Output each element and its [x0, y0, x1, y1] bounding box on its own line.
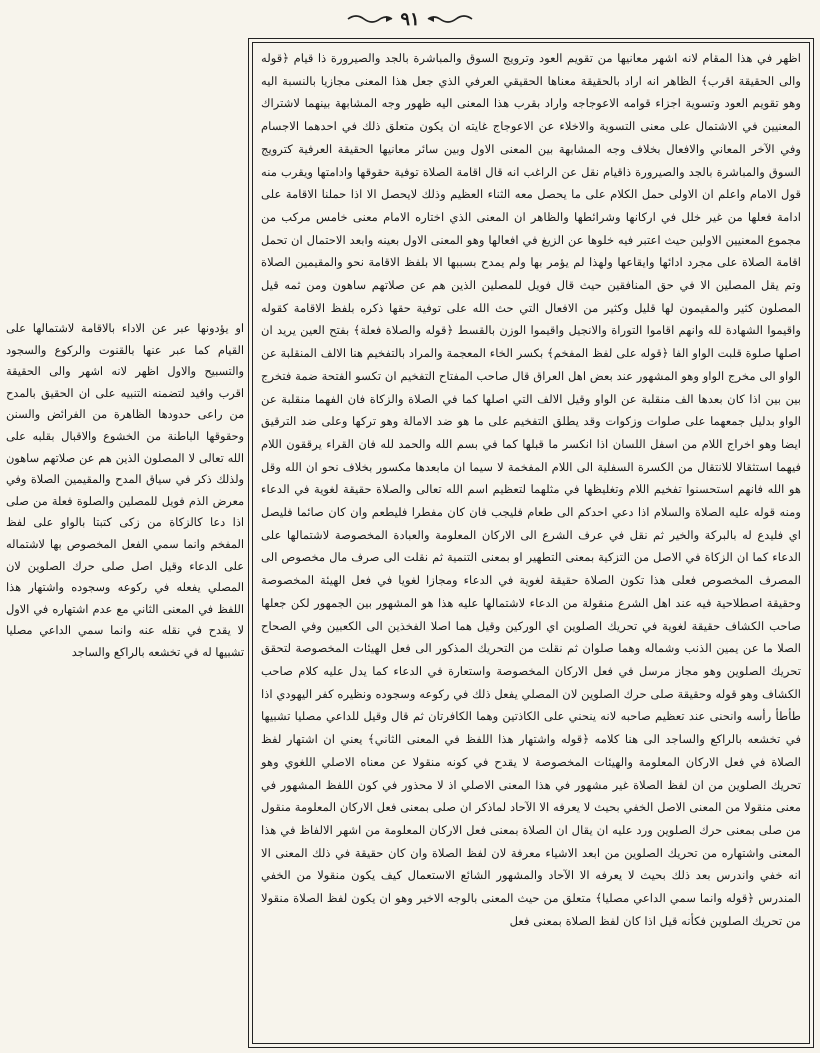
margin-commentary-text: او يؤدونها عبر عن الاداء بالاقامة لاشتمالها على القيام كما عبر عنها بالقنوت والركوع والسجود والتسبيح والاول اظهر لانه اشهر والى الحقيقة اقرب وافيد لتضمنه التنبيه على ان الحقيق بالمدح من راعى حدودها الظاهرة من الفرائض والسنن وحقوقها الباطنة من الخشوع والاقبال بقلبه على الله تعالى لا المصلون الذين هم عن صلاتهم ساهون ولذلك ذكر في سياق المدح والمقيمين الصلاة وفي معرض الذم فويل للمصلين والصلوة فعلة من صلى اذا دعا كالزكاة من زكى كتبتا بالواو على لفظ المفخم وانما سمي الفعل المخصوص بها لاشتماله على الدعاء وقيل اصل صلى حرك الصلوين لان المصلي يفعله في ركوعه وسجوده واشتهار هذا اللفظ في المعنى الثاني مع عدم اشتهاره في الاول لا يقدح في نقله عنه وانما سمي الداعي مصليا تشبيها له في تخشعه بالراكع والساجد: [6, 322, 244, 659]
page-number: ٩١: [400, 8, 420, 30]
right-ornament-icon: [426, 13, 474, 25]
margin-text-block: [6, 318, 244, 659]
page-header: [0, 6, 820, 32]
main-text-frame: [248, 38, 814, 1048]
left-ornament-icon: [346, 13, 394, 25]
main-text-inner-frame: [252, 42, 810, 1044]
main-commentary-text: اظهر في هذا المقام لانه اشهر معانيها من تقويم العود وترويج السوق والمباشرة بالجد والصيرورة ذا قيام ﴿قوله والى الحقيقة اقرب﴾ الظاهر انه اراد بالحقيقة معناها الحقيقي العرفي الذي جعل هذا المعنى مجازيا بالنسبة اليه وهو تقويم العود وتسوية اجزاء قوامه الاعوجاجه واراد بقرب هذا المعنى اليه ظهور وجه المشابهة بينهما لاشتراك المعنيين في الاشتمال على معنى التسوية والاخلاء عن الاعوجاج غايته ان يكون متعلق ذلك في احدهما الاجسام وفي الآخر المعاني والافعال بخلاف وجه المشابهة بين المعنى الاول وبين سائر معانيها الحقيقة العرفية كترويج السوق والمباشرة بالجد والصيرورة ذاقيام نقل عن الراغب انه قال اقامة الصلاة توفية حقوقها وادامتها ويقرب منه قول الامام واعلم ان الاولى حمل الكلام على ما يحصل معه الثناء العظيم وذلك لايحصل الا اذا حملنا الاقامة على ادامة فعلها من غير خلل في اركانها وشرائطها والظاهر ان المعنى الذي اختاره الامام معنى خامس مركب من مجموع المعنيين الاولين حيث اعتبر فيه خلوها عن الزيغ في افعالها وهو المعنى الاول بعينه وابعد الاحتمال ان تحمل اقامة الصلاة على مجرد ادائها وايقاعها ولهذا لم يؤمر بها ولم يمدح بسببها الا بلفظ الاقامة نحو والمقيمين الصلاة وتم يقل المصلين الا في حق المنافقين حيث قال فويل للمصلين الذين هم عن صلاتهم ساهون ومن ثمه قيل المصلون كثير والمقيمون لها قليل وكثير من الافعال التي حث الله على توفية حقها ذكره بلفظ الاقامة كقوله واقيموا الشهادة لله وانهم اقاموا التوراة والانجيل واقيموا الوزن بالقسط ﴿قوله والصلاة فعلة﴾ بفتح العين يريد ان اصلها صلوة قلبت الواو الفا ﴿قوله على لفظ المفخم﴾ بكسر الخاء المعجمة والمراد بالتفخيم هنا الالف المنقلبة عن الواو الى مخرج الواو وهو المشهور عند بعض اهل العراق قال صاحب المفتاح التفخيم ان تكسو الفتحة ضمة فتخرج بين بين اذا كان بعدها الف منقلبة عن الواو وقيل الالف التي اصلها كما في الصلاة والزكاة فان الفهما منقلبة عن الواو بدليل جمعهما على صلوات وزكوات وقد يطلق التفخيم على ما هو ضد الامالة وهو تركها وعلى ضد الترقيق ايضا وهو اخراج اللام من اسفل اللسان اذا انكسر ما قبلها كما في بسم الله والحمد لله فان القراء يرققون اللام فيهما استثقالا للانتقال من الكسرة السفلية الى اللام المفخمة لا سيما ان مابعدها مكسور بخلاف نحو ان الله وقل هو الله فانهم استحسنوا تفخيم اللام وتغليظها في مثلهما لتعظيم اسم الله تعالى والصلاة حقيقة لغوية في الدعاء ومنه قوله عليه الصلاة والسلام اذا دعي احدكم الى طعام فليجب فان كان مفطرا فليطعم وان كان صائما فليصل اي فليدع له بالبركة والخير ثم نقل في عرف الشرع الى الاركان المعلومة والعبادة المخصوصة لاشتمالها على الدعاء كما ان الزكاة في الاصل من التزكية بمعنى التطهير او بمعنى التنمية ثم نقلت الى صرف مال مخصوص الى المصرف المخصوص فعلى هذا تكون الصلاة حقيقة لغوية في الدعاء ومجازا لغويا في فعل الهيئة المخصوصة وحقيقة اصطلاحية فيه عند اهل الشرع منقولة من الدعاء لاشتمالها عليه هذا هو المشهور بين الجمهور لكن جعلها صاحب الكشاف حقيقة لغوية في تحريك الصلوين اي الوركين وقيل هما اصلا الفخذين الى الكعبين وفي الصحاح الصلا ما عن يمين الذنب وشماله وهما صلوان ثم نقلت من التحريك المذكور الى فعل الهيئات المخصوصة لتحقق تحريك الصلوين وهو مجاز مرسل في فعل الاركان المخصوصة واستعارة في الدعاء كما يدل عليه كلام صاحب الكشاف وهو قوله وحقيقة صلى حرك الصلوين لان المصلي يفعل ذلك في ركوعه وسجوده ونظيره كفر اليهودي اذا طأطأ رأسه وانحنى عند تعظيم صاحبه لانه ينحني على الكاذتين وهما الكافرتان ثم قال وقيل للداعي مصليا تشبيها في تخشعه بالراكع والساجد الى هنا كلامه ﴿قوله واشتهار هذا اللفظ في المعنى الثاني﴾ يعني ان اشتهار لفظ الصلاة في فعل الاركان المعلومة والهيئات المخصوصة لا يقدح في كونه منقولا عن معناه الاصلي اللغوي وهو تحريك الصلوين من ان لفظ الصلاة غير مشهور في هذا المعنى الاصلي اذ لا محذور في كون اللفظ المشهور في معنى منقولا من المعنى الاصل الخفي بحيث لا يعرفه الا الآحاد لماذكر ان صلى بمعنى فعل الاركان المعلومة منقول من صلى بمعنى حرك الصلوين ورد عليه ان يقال ان الصلاة بمعنى فعل الاركان المعلومة من اشهر الالفاظ في هذا المعنى واشتهاره من تحريك الصلوين من ابعد الاشياء معرفة لان لفظ الصلاة وان كان حقيقة في ذلك المعنى الا انه خفي واندرس بعد ذلك بحيث لا يعرفه الا الآحاد والمشهور الشائع الاستعمال كيف يكون منقولا من الخفي المندرس ﴿قوله وانما سمي الداعي مصليا﴾ متعلق من حيث المعنى بالوجه الاخير وهو ان يكون لفظ الصلاة منقولا من تحريك الصلوين فكأنه قيل اذا كان لفظ الصلاة بمعنى فعل: [261, 51, 801, 928]
